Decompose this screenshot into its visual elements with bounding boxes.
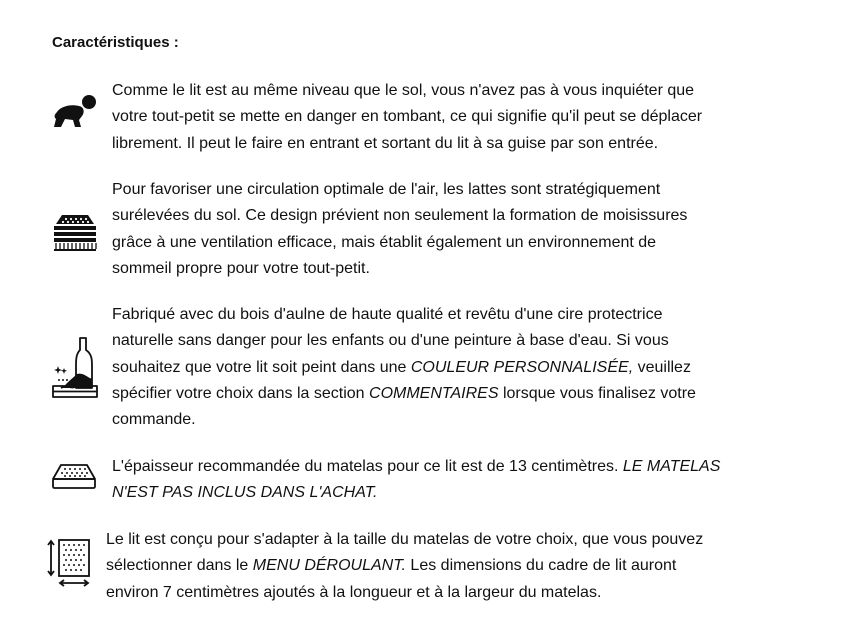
text-line bbox=[112, 302, 696, 328]
feature-text bbox=[112, 454, 720, 507]
wood-paint-bottle-icon bbox=[51, 336, 99, 400]
raised-slats-icon bbox=[52, 212, 98, 252]
text-span: environ 7 centimètres ajoutés à la longueur et à la largeur du matelas. bbox=[106, 583, 602, 601]
text-line bbox=[112, 454, 720, 480]
mattress-dimensions-icon bbox=[46, 538, 92, 588]
text-span: Les dimensions du cadre de lit auront bbox=[405, 557, 677, 575]
text-line bbox=[112, 355, 696, 381]
text-emphasis: MENU DÉROULANT. bbox=[252, 557, 406, 575]
text-line bbox=[112, 78, 702, 104]
text-span: veuillez bbox=[633, 358, 691, 376]
text-span: Comme le lit est au même niveau que le sol, vous n'avez pas à vous inquiéter que bbox=[112, 82, 695, 99]
feature-text bbox=[112, 78, 702, 157]
text-span: Le lit est conçu pour s'adapter à la taille du matelas de votre choix, que vous pouvez bbox=[106, 531, 704, 548]
text-line bbox=[106, 553, 703, 579]
text-line bbox=[112, 328, 696, 354]
text-line bbox=[112, 177, 687, 203]
text-span: surélevées du sol. Ce design prévient non seulement la formation de moisissures bbox=[112, 207, 688, 225]
text-span: sélectionner dans le bbox=[106, 557, 253, 575]
text-span: L'épaisseur recommandée du matelas pour ce lit est de 13 centimètres. bbox=[112, 458, 623, 475]
text-line bbox=[112, 230, 687, 256]
text-span: souhaitez que votre lit soit peint dans une bbox=[112, 358, 411, 376]
text-line bbox=[112, 381, 696, 407]
feature-text bbox=[112, 302, 696, 433]
text-emphasis: N'EST PAS INCLUS DANS L'ACHAT. bbox=[112, 484, 378, 502]
text-span: commande. bbox=[112, 411, 196, 429]
text-line bbox=[112, 104, 702, 130]
text-span: Pour favoriser une circulation optimale de l'air, les lattes sont stratégiquement bbox=[112, 181, 661, 198]
text-span: Fabriqué avec du bois d'aulne de haute qualité et revêtu d'une cire protectrice bbox=[112, 306, 663, 323]
text-line bbox=[112, 203, 687, 229]
text-span: votre tout-petit se mette en danger en tombant, ce qui signifie qu'il peut se déplacer bbox=[112, 108, 703, 126]
section-heading: Caractéristiques : bbox=[52, 34, 179, 51]
text-line bbox=[106, 580, 703, 606]
mattress-icon bbox=[51, 463, 97, 491]
text-line bbox=[112, 131, 702, 157]
text-span: spécifier votre choix dans la section bbox=[112, 384, 370, 402]
text-span: grâce à une ventilation efficace, mais établit également un environnement de bbox=[112, 233, 657, 251]
text-emphasis: COULEUR PERSONNALISÉE, bbox=[410, 358, 634, 376]
text-span: librement. Il peut le faire en entrant et sortant du lit à sa guise par son entrée. bbox=[112, 134, 659, 152]
text-span: lorsque vous finalisez votre bbox=[498, 384, 696, 402]
text-emphasis: COMMENTAIRES bbox=[369, 384, 499, 402]
text-line bbox=[112, 407, 696, 433]
text-line bbox=[112, 256, 687, 282]
feature-text bbox=[106, 527, 703, 606]
crawling-baby-icon bbox=[51, 94, 99, 130]
text-span: sommeil propre pour votre tout-petit. bbox=[112, 259, 370, 277]
text-line bbox=[106, 527, 703, 553]
feature-text bbox=[112, 177, 687, 282]
text-line bbox=[112, 480, 720, 506]
text-span: naturelle sans danger pour les enfants ou d'une peinture à base d'eau. Si vous bbox=[112, 332, 669, 350]
text-emphasis: LE MATELAS bbox=[622, 458, 721, 475]
